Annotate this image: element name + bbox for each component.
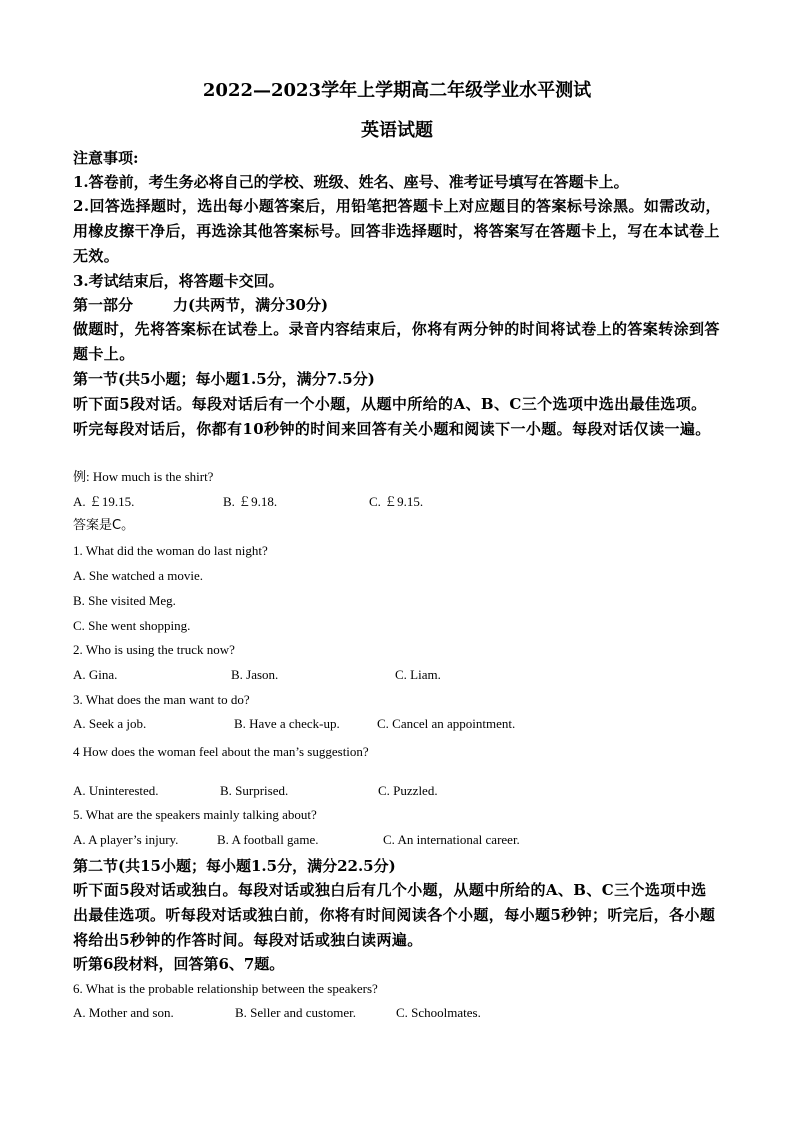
page-title: 2022—2023学年上学期高二年级学业水平测试 [202,80,592,101]
question-2: 2. Who is using the truck now? [73,642,235,657]
example-answer: 答案是C。 [73,518,135,533]
material-6-heading: 听第6段材料，回答第6、7题。 [73,955,285,973]
q1-option-a: A. She watched a movie. [73,568,203,583]
q6-option-a: A. Mother and son. [73,1005,174,1020]
section2-instruction: 听下面5段对话或独白。每段对话或独白后有几个小题，从题中所给的A、B、C三个选项中选出最佳选项。听每段对话或独白前，你将有时间阅读各个小题，每小题5秒钟；听完后，各小题将给出5秒钟的作答时间。每段对话或独白读两遍。 [73,881,716,949]
q4-option-a: A. Uninterested. [73,783,159,798]
section2-heading: 第二节(共15小题；每小题1.5分，满分22.5分) [73,857,396,875]
notice-item-1: 1.答卷前，考生务必将自己的学校、班级、姓名、座号、准考证号填写在答题卡上。 [73,173,629,191]
q4-option-b: B. Surprised. [220,783,289,798]
section1-heading: 第一节(共5小题；每小题1.5分，满分7.5分) [73,370,375,388]
part1-heading [73,293,328,317]
q5-option-a: A. A player’s injury. [73,832,179,847]
example-option-c: C. ￡9.15. [369,494,424,509]
question-4: 4 How does the woman feel about the man’s suggestion? [73,744,369,759]
q6-option-b: B. Seller and customer. [235,1005,356,1020]
q4-option-c: C. Puzzled. [378,783,438,798]
question-3: 3. What does the man want to do? [73,692,250,707]
notice-heading: 注意事项: [73,149,139,167]
q3-option-c: C. Cancel an appointment. [377,716,516,731]
q5-option-b: B. A football game. [217,832,319,847]
question-6: 6. What is the probable relationship between the speakers? [73,981,378,996]
example-prompt: 例: How much is the shirt? [73,469,214,484]
q2-option-a: A. Gina. [73,667,118,682]
notice-item-2: 2.回答选择题时，选出每小题答案后，用铅笔把答题卡上对应题目的答案标号涂黑。如需改动，用橡皮擦干净后，再选涂其他答案标号。回答非选择题时，将答案写在答题卡上，写在本试卷上无效。 [73,197,721,265]
example-option-a: A. ￡19.15. [73,494,135,509]
page-subtitle: 英语试题 [361,120,433,141]
notice-item-3: 3.考试结束后，将答题卡交回。 [73,272,284,290]
part1-heading-a: 第一部分 [73,296,134,314]
question-5: 5. What are the speakers mainly talking about? [73,807,317,822]
part1-instruction: 做题时，先将答案标在试卷上。录音内容结束后，你将有两分钟的时间将试卷上的答案转涂到答题卡上。 [73,320,720,363]
q5-option-c: C. An international career. [383,832,520,847]
q1-option-b: B. She visited Meg. [73,593,176,608]
question-1: 1. What did the woman do last night? [73,543,268,558]
q1-option-c: C. She went shopping. [73,618,191,633]
q3-option-b: B. Have a check-up. [234,716,340,731]
q6-option-c: C. Schoolmates. [396,1005,481,1020]
section1-instruction: 听下面5段对话。每段对话后有一个小题，从题中所给的A、B、C三个选项中选出最佳选项。听完每段对话后，你都有10秒钟的时间来回答有关小题和阅读下一小题。每段对话仅读一遍。 [73,395,711,438]
q2-option-b: B. Jason. [231,667,279,682]
example-option-b: B. ￡9.18. [223,494,278,509]
q3-option-a: A. Seek a job. [73,716,147,731]
part1-heading-b: 力(共两节，满分30分) [173,296,329,314]
q2-option-c: C. Liam. [395,667,441,682]
